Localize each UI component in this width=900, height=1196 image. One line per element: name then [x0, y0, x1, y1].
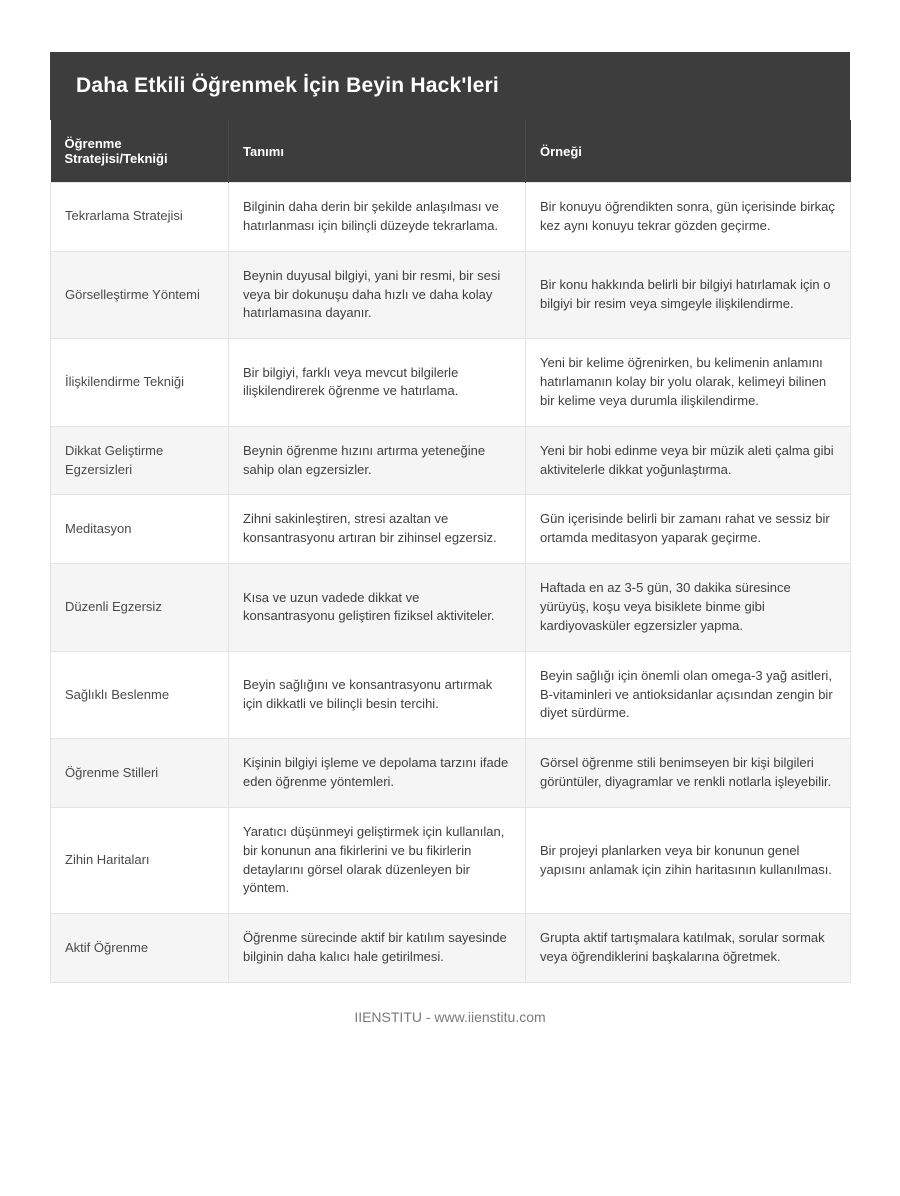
cell-definition: Kısa ve uzun vadede dikkat ve konsantrasyonu geliştiren fiziksel aktiviteler.	[229, 564, 526, 652]
table-row	[51, 183, 851, 252]
table-row	[51, 251, 851, 339]
cell-strategy: Öğrenme Stilleri	[51, 739, 229, 808]
table-row	[51, 339, 851, 427]
cell-example: Bir konu hakkında belirli bir bilgiyi hatırlamak için o bilgiyi bir resim veya simgeyle ilişkilendirme.	[526, 251, 851, 339]
cell-example: Yeni bir kelime öğrenirken, bu kelimenin anlamını hatırlamanın kolay bir yolu olarak, kelimeyi bilinen bir kelime veya durumla ilişkilendirme.	[526, 339, 851, 427]
cell-example: Görsel öğrenme stili benimseyen bir kişi bilgileri görüntüler, diyagramlar ve renkli notlarla işleyebilir.	[526, 739, 851, 808]
cell-strategy: Sağlıklı Beslenme	[51, 651, 229, 739]
cell-example: Gün içerisinde belirli bir zamanı rahat ve sessiz bir ortamda meditasyon yaparak geçirme.	[526, 495, 851, 564]
cell-strategy: Tekrarlama Stratejisi	[51, 183, 229, 252]
cell-strategy: Dikkat Geliştirme Egzersizleri	[51, 426, 229, 495]
table-row	[51, 651, 851, 739]
cell-definition: Zihni sakinleştiren, stresi azaltan ve konsantrasyonu artıran bir zihinsel egzersiz.	[229, 495, 526, 564]
cell-example: Haftada en az 3-5 gün, 30 dakika süresince yürüyüş, koşu veya bisiklete binme gibi kardiyovasküler egzersizler yapma.	[526, 564, 851, 652]
footer-attribution: IIENSTITU - www.iienstitu.com	[354, 1008, 546, 1025]
cell-definition: Bilginin daha derin bir şekilde anlaşılması ve hatırlanması için bilinçli düzeyde tekrarlama.	[229, 183, 526, 252]
cell-definition: Beynin öğrenme hızını artırma yeteneğine sahip olan egzersizler.	[229, 426, 526, 495]
column-header-definition: Tanımı	[229, 120, 526, 183]
cell-definition: Yaratıcı düşünmeyi geliştirmek için kullanılan, bir konunun ana fikirlerini ve bu fikirlerin detaylarını görsel olarak düzenleyen bir yöntem.	[229, 807, 526, 913]
cell-strategy: Meditasyon	[51, 495, 229, 564]
learning-strategies-table	[50, 120, 851, 983]
cell-example: Yeni bir hobi edinme veya bir müzik aleti çalma gibi aktivitelerle dikkat yoğunlaştırma.	[526, 426, 851, 495]
cell-definition: Öğrenme sürecinde aktif bir katılım sayesinde bilginin daha kalıcı hale getirilmesi.	[229, 914, 526, 983]
cell-example: Bir projeyi planlarken veya bir konunun genel yapısını anlamak için zihin haritasının kullanılması.	[526, 807, 851, 913]
cell-strategy: Zihin Haritaları	[51, 807, 229, 913]
table-row	[51, 914, 851, 983]
table-body	[51, 183, 851, 983]
table-row	[51, 564, 851, 652]
page-title: Daha Etkili Öğrenmek İçin Beyin Hack'leri	[50, 52, 850, 120]
table-row	[51, 495, 851, 564]
cell-strategy: Aktif Öğrenme	[51, 914, 229, 983]
cell-strategy: Düzenli Egzersiz	[51, 564, 229, 652]
cell-example: Beyin sağlığı için önemli olan omega-3 yağ asitleri, B-vitaminleri ve antioksidanlar açısından zengin bir diyet sürdürme.	[526, 651, 851, 739]
cell-definition: Kişinin bilgiyi işleme ve depolama tarzını ifade eden öğrenme yöntemleri.	[229, 739, 526, 808]
table-row	[51, 739, 851, 808]
cell-definition: Bir bilgiyi, farklı veya mevcut bilgilerle ilişkilendirerek öğrenme ve hatırlama.	[229, 339, 526, 427]
cell-definition: Beynin duyusal bilgiyi, yani bir resmi, bir sesi veya bir dokunuşu daha hızlı ve daha kolay hatırlamasına dayanır.	[229, 251, 526, 339]
column-header-example: Örneği	[526, 120, 851, 183]
table-header	[51, 120, 851, 183]
table-header-row	[51, 120, 851, 183]
cell-strategy: İlişkilendirme Tekniği	[51, 339, 229, 427]
column-header-strategy: Öğrenme Stratejisi/Tekniği	[51, 120, 229, 183]
cell-example: Bir konuyu öğrendikten sonra, gün içerisinde birkaç kez aynı konuyu tekrar gözden geçirme.	[526, 183, 851, 252]
table-row	[51, 807, 851, 913]
cell-example: Grupta aktif tartışmalara katılmak, sorular sormak veya öğrendiklerini başkalarına öğretmek.	[526, 914, 851, 983]
table-row	[51, 426, 851, 495]
cell-strategy: Görselleştirme Yöntemi	[51, 251, 229, 339]
cell-definition: Beyin sağlığını ve konsantrasyonu artırmak için dikkatli ve bilinçli besin tercihi.	[229, 651, 526, 739]
